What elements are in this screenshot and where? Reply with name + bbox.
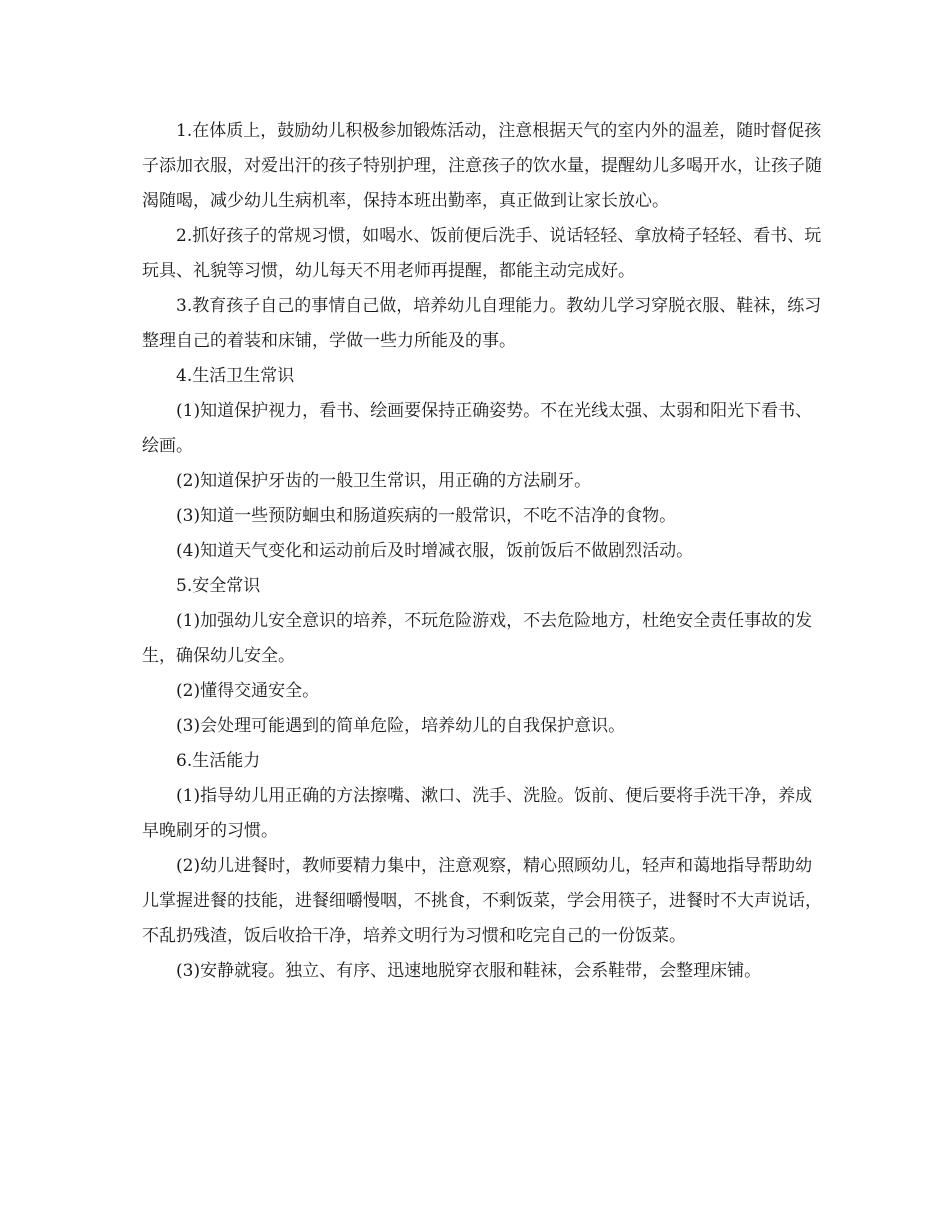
paragraph-physical-fitness: 1.在体质上，鼓励幼儿积极参加锻炼活动，注意根据天气的室内外的温差，随时督促孩子添加衣服，对爱出汗的孩子特别护理，注意孩子的饮水量，提醒幼儿多喝开水，让孩子随渴随喝，减少幼儿生病机率，保持本班出勤率，真正做到让家长放心。 <box>142 121 822 211</box>
heading-hygiene-knowledge: 4.生活卫生常识 <box>176 366 295 386</box>
heading-safety-knowledge: 5.安全常识 <box>176 576 261 596</box>
list-item-life-skills-2: (2)幼儿进餐时，教师要精力集中，注意观察，精心照顾幼儿，轻声和蔼地指导帮助幼儿掌握进餐的技能，进餐细嚼慢咽，不挑食，不剩饭菜，学会用筷子，进餐时不大声说话，不乱扔残渣，饭后收拾干净，培养文明行为习惯和吃完自己的一份饭菜。 <box>142 856 822 946</box>
list-item-life-skills-1: (1)指导幼儿用正确的方法擦嘴、漱口、洗手、洗脸。饭前、便后要将手洗干净，养成早晚刷牙的习惯。 <box>142 786 813 841</box>
list-item-hygiene-2: (2)知道保护牙齿的一般卫生常识，用正确的方法刷牙。 <box>176 471 592 491</box>
paragraph-routine-habits: 2.抓好孩子的常规习惯，如喝水、饭前便后洗手、说话轻轻、拿放椅子轻轻、看书、玩玩具、礼貌等习惯，幼儿每天不用老师再提醒，都能主动完成好。 <box>142 226 822 281</box>
list-item-safety-3: (3)会处理可能遇到的简单危险，培养幼儿的自我保护意识。 <box>176 716 626 736</box>
list-item-safety-2: (2)懂得交通安全。 <box>176 681 320 701</box>
list-item-hygiene-4: (4)知道天气变化和运动前后及时增减衣服，饭前饭后不做剧烈活动。 <box>176 541 694 561</box>
heading-life-skills: 6.生活能力 <box>176 751 261 771</box>
document-body <box>142 114 822 989</box>
list-item-safety-1: (1)加强幼儿安全意识的培养，不玩危险游戏，不去危险地方，杜绝安全责任事故的发生，确保幼儿安全。 <box>142 611 813 666</box>
list-item-hygiene-1: (1)知道保护视力，看书、绘画要保持正确姿势。不在光线太强、太弱和阳光下看书、绘画。 <box>142 401 813 456</box>
list-item-hygiene-3: (3)知道一些预防蛔虫和肠道疾病的一般常识，不吃不洁净的食物。 <box>176 506 677 526</box>
paragraph-self-care: 3.教育孩子自己的事情自己做，培养幼儿自理能力。教幼儿学习穿脱衣服、鞋袜，练习整理自己的着装和床铺，学做一些力所能及的事。 <box>142 296 822 351</box>
list-item-life-skills-3: (3)安静就寝。独立、有序、迅速地脱穿衣服和鞋袜，会系鞋带，会整理床铺。 <box>176 961 762 981</box>
